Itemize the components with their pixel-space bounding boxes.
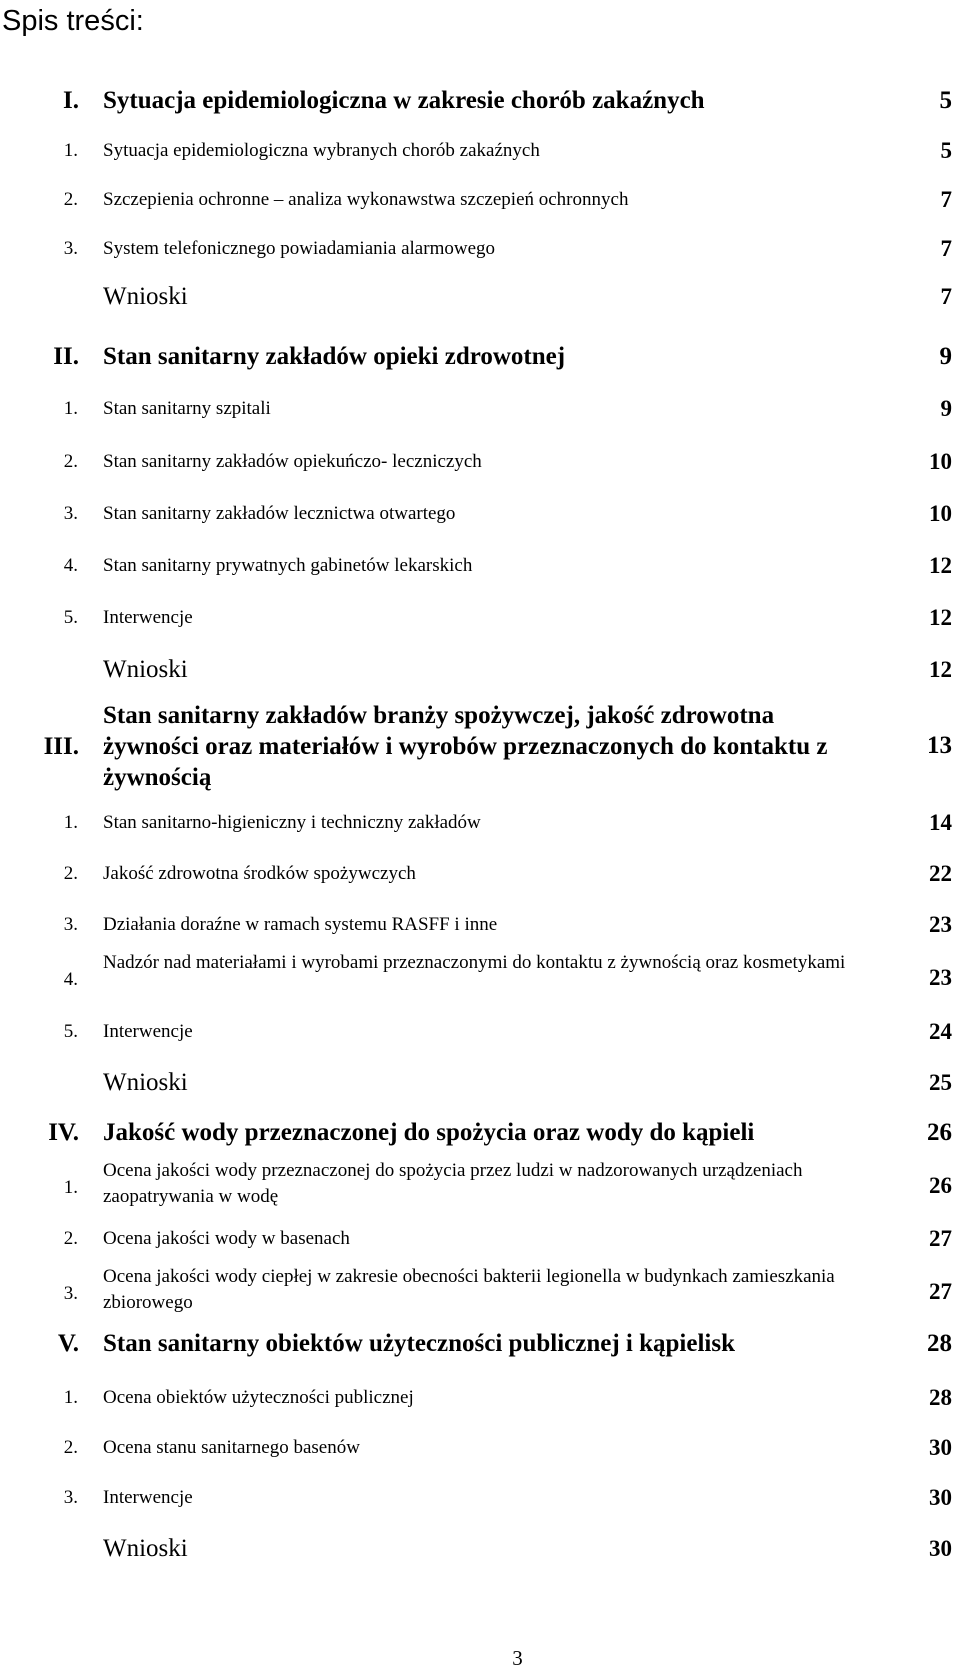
toc-section-row bbox=[0, 1264, 960, 1320]
toc-entry-page-number: 13 bbox=[927, 732, 952, 759]
toc-entry-label: Ocena jakości wody w basenach bbox=[103, 1228, 350, 1249]
toc-entry-label: Ocena obiektów użyteczności publicznej bbox=[103, 1387, 414, 1408]
toc-entry-page-number: 28 bbox=[929, 1385, 952, 1410]
toc-chapter-row bbox=[0, 340, 960, 374]
toc-entry-page-number: 14 bbox=[929, 810, 952, 835]
toc-entry-page-number: 10 bbox=[929, 449, 952, 474]
toc-section-row bbox=[0, 1158, 960, 1214]
toc-section-row bbox=[0, 601, 960, 635]
toc-entry-page-number: 24 bbox=[929, 1019, 952, 1044]
toc-entry-label: System telefonicznego powiadamiania alarmowego bbox=[103, 238, 496, 259]
toc-entry-page-number: 26 bbox=[927, 1119, 952, 1146]
toc-entry-number: 1. bbox=[63, 140, 78, 161]
toc-conclusions-row bbox=[0, 1532, 960, 1566]
toc-chapter-row bbox=[0, 84, 960, 118]
toc-entry-page-number: 26 bbox=[929, 1173, 952, 1198]
toc-entry-label: Działania doraźne w ramach systemu RASFF i inne bbox=[103, 914, 498, 935]
toc-entry-page-number: 9 bbox=[940, 396, 952, 421]
toc-entry-label: Ocena jakości wody przeznaczonej do spożycia przez ludzi w nadzorowanych urządzeniach zaopatrywania w wodę bbox=[103, 1160, 803, 1207]
toc-entry-label: Stan sanitarny zakładów branży spożywczej, jakość zdrowotna żywności oraz materiałów i wyrobów przeznaczonych do kontaktu z żywnością bbox=[103, 702, 828, 791]
toc-entry-number: 2. bbox=[63, 863, 78, 884]
toc-entry-number: 1. bbox=[63, 812, 78, 833]
toc-entry-page-number: 5 bbox=[940, 138, 952, 163]
toc-entry-page-number: 30 bbox=[929, 1435, 952, 1460]
toc-entry-page-number: 9 bbox=[939, 343, 952, 370]
toc-entry-label: Interwencje bbox=[103, 1487, 193, 1508]
toc-entry-number: 2. bbox=[63, 1228, 78, 1249]
toc-conclusions-row bbox=[0, 280, 960, 314]
toc-section-row bbox=[0, 183, 960, 217]
toc-entry-label: Stan sanitarny zakładów opieki zdrowotnej bbox=[103, 343, 566, 370]
toc-entry-label: Sytuacja epidemiologiczna w zakresie chorób zakaźnych bbox=[103, 87, 705, 114]
toc-entry-label: Nadzór nad materiałami i wyrobami przeznaczonymi do kontaktu z żywnością oraz kosmetykami bbox=[103, 952, 846, 973]
toc-entry-page-number: 12 bbox=[929, 657, 952, 682]
toc-section-row bbox=[0, 549, 960, 583]
toc-entry-page-number: 5 bbox=[939, 87, 952, 114]
toc-entry-number: 2. bbox=[63, 1437, 78, 1458]
toc-section-row bbox=[0, 232, 960, 266]
toc-entry-label: Stan sanitarno-higieniczny i techniczny zakładów bbox=[103, 812, 481, 833]
toc-entry-label: Sytuacja epidemiologiczna wybranych chorób zakaźnych bbox=[103, 140, 540, 161]
toc-entry-label: Wnioski bbox=[103, 1069, 188, 1096]
toc-entry-label: Ocena stanu sanitarnego basenów bbox=[103, 1437, 360, 1458]
toc-conclusions-row bbox=[0, 1066, 960, 1100]
toc-section-row bbox=[0, 1015, 960, 1049]
toc-section-row bbox=[0, 134, 960, 168]
toc-entry-label: Wnioski bbox=[103, 1535, 188, 1562]
footer-page-number: 3 bbox=[512, 1646, 523, 1670]
toc-entry-page-number: 30 bbox=[929, 1485, 952, 1510]
toc-entry-label: Jakość zdrowotna środków spożywczych bbox=[103, 863, 416, 884]
toc-chapter-row bbox=[0, 700, 960, 792]
toc-chapter-row bbox=[0, 1327, 960, 1361]
toc-entry-label: Wnioski bbox=[103, 283, 188, 310]
toc-section-row bbox=[0, 497, 960, 531]
toc-entry-number: 2. bbox=[63, 189, 78, 210]
toc-section-row bbox=[0, 908, 960, 942]
toc-entry-page-number: 12 bbox=[929, 605, 952, 630]
toc-section-row bbox=[0, 806, 960, 840]
toc-entry-number: 1. bbox=[63, 1387, 78, 1408]
toc-entry-label: Interwencje bbox=[103, 1021, 193, 1042]
toc-entry-label: Stan sanitarny zakładów opiekuńczo- leczniczych bbox=[103, 451, 482, 472]
toc-entry-page-number: 7 bbox=[940, 284, 952, 309]
toc-entry-page-number: 10 bbox=[929, 501, 952, 526]
toc-section-row bbox=[0, 1222, 960, 1256]
toc-entry-page-number: 30 bbox=[929, 1536, 952, 1561]
toc-section-row bbox=[0, 445, 960, 479]
toc-entry-page-number: 27 bbox=[929, 1226, 952, 1251]
toc-entry-label: Interwencje bbox=[103, 607, 193, 628]
toc-entry-number: 3. bbox=[63, 1487, 78, 1508]
toc-entry-number: 4. bbox=[63, 555, 78, 576]
toc-entry-number: 3. bbox=[63, 1283, 78, 1304]
toc-entry-number: I. bbox=[63, 87, 79, 114]
toc-entry-page-number: 28 bbox=[927, 1330, 952, 1357]
toc-entry-number: V. bbox=[57, 1330, 79, 1357]
toc-entry-number: 3. bbox=[63, 238, 78, 259]
toc-section-row bbox=[0, 1431, 960, 1465]
toc-conclusions-row bbox=[0, 653, 960, 687]
toc-entry-label: Stan sanitarny obiektów użyteczności publicznej i kąpielisk bbox=[103, 1330, 735, 1357]
toc-entry-page-number: 12 bbox=[929, 553, 952, 578]
toc-entry-page-number: 22 bbox=[929, 861, 952, 886]
toc-entry-label: Stan sanitarny szpitali bbox=[103, 398, 271, 419]
toc-entry-label: Wnioski bbox=[103, 656, 188, 683]
toc-entry-number: 5. bbox=[63, 607, 78, 628]
toc-entry-number: 1. bbox=[63, 1177, 78, 1198]
toc-entry-page-number: 7 bbox=[940, 187, 952, 212]
page-title: Spis treści: bbox=[2, 5, 144, 37]
toc-entry-label: Stan sanitarny prywatnych gabinetów lekarskich bbox=[103, 555, 473, 576]
toc-section-row bbox=[0, 392, 960, 426]
toc-entry-number: IV. bbox=[48, 1119, 79, 1146]
toc-section-row bbox=[0, 1381, 960, 1415]
toc-entry-label: Ocena jakości wody ciepłej w zakresie obecności bakterii legionella w budynkach zamieszkania zbiorowego bbox=[103, 1266, 835, 1313]
toc-entry-number: III. bbox=[43, 733, 79, 760]
toc-entry-number: 5. bbox=[63, 1021, 78, 1042]
toc-entry-label: Jakość wody przeznaczonej do spożycia oraz wody do kąpieli bbox=[103, 1119, 755, 1146]
toc-entry-page-number: 27 bbox=[929, 1279, 952, 1304]
toc-entry-number: 2. bbox=[63, 451, 78, 472]
toc-entry-label: Stan sanitarny zakładów lecznictwa otwartego bbox=[103, 503, 456, 524]
toc-entry-page-number: 7 bbox=[940, 236, 952, 261]
toc-entry-number: 3. bbox=[63, 914, 78, 935]
toc-section-row bbox=[0, 950, 960, 1006]
toc-section-row bbox=[0, 1481, 960, 1515]
toc-entry-page-number: 23 bbox=[929, 912, 952, 937]
toc-entry-page-number: 25 bbox=[929, 1070, 952, 1095]
toc-section-row bbox=[0, 857, 960, 891]
toc-entry-number: 3. bbox=[63, 503, 78, 524]
toc-entry-label: Szczepienia ochronne – analiza wykonawstwa szczepień ochronnych bbox=[103, 189, 629, 210]
toc-entry-number: 4. bbox=[63, 969, 78, 990]
toc-entry-number: 1. bbox=[63, 398, 78, 419]
toc-chapter-row bbox=[0, 1116, 960, 1150]
toc-entry-page-number: 23 bbox=[929, 965, 952, 990]
toc-entry-number: II. bbox=[53, 343, 79, 370]
